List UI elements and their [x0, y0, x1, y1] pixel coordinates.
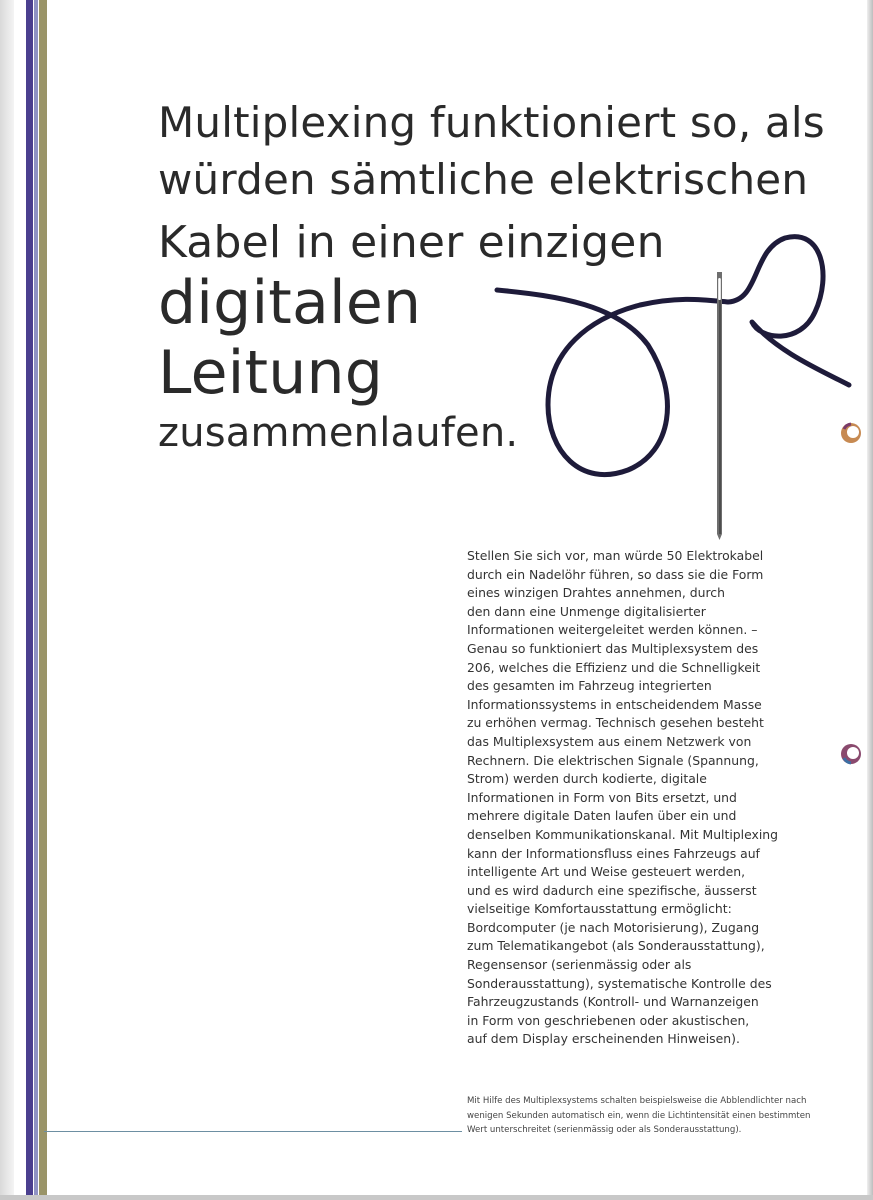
caption: Mit Hilfe des Multiplexsystems schalten beispielsweise die Abblendlichter nach wenigen Sekunden automatisch ein, wenn die Lichtintensität einen bestimmten Wert unterschreitet (serienmässig oder als Sonderausstattung). — [467, 1096, 811, 1135]
headline-line-1: Multiplexing funktioniert so, als — [158, 98, 825, 147]
headline-line-5: Leitung — [158, 338, 384, 408]
needle-icon — [717, 272, 722, 540]
footer-rule — [44, 1131, 462, 1132]
page-edge-bottom — [0, 1195, 873, 1200]
body-text: Stellen Sie sich vor, man würde 50 Elektrokabel durch ein Nadelöhr führen, so dass sie die Form eines winzigen Drahtes annehmen, durch den dann eine Unmenge digitalisierter Informationen weitergeleitet werden können. – Genau so funktioniert das Multiplexsystem des 206, welches die Effizienz und die Schnelligkeit des gesamten im Fahrzeug integrierten Informationssystems in entscheidendem Masse zu erhöhen vermag. Technisch gesehen besteht das Multiplexsystem aus einem Netzwerk von Rechnern. Die elektrischen Signale (Spannung, Strom) werden durch kodierte, digitale Informationen in Form von Bits ersetzt, und mehrere digitale Daten laufen über ein und denselben Kommunikationskanal. Mit Multiplexing kann der Informationsfluss eines Fahrzeugs auf intelligente Art und Weise gesteuert werden, und es wird dadurch eine spezifische, äusserst vielseitige Komfortausstattung ermöglicht: Bordcomputer (je nach Motorisierung), Zugang zum Telematikangebot (als Sonderausstattung), Regensensor (serienmässig oder als Sonderausstattung), systematische Kontrolle des Fahrzeugzustands (Kontroll- und Warnanzeigen in Form von geschriebenen oder akustischen, auf dem Display erscheinenden Hinweisen). — [467, 548, 778, 1047]
headline-line-3: Kabel in einer einzigen — [158, 217, 665, 268]
binder-hole-marker-icon — [838, 420, 864, 446]
headline-line-4: digitalen — [158, 268, 422, 338]
headline-line-2: würden sämtliche elektrischen — [158, 155, 809, 204]
headline-line-6: zusammenlaufen. — [158, 410, 519, 456]
wire-icon — [497, 237, 849, 475]
binder-hole-marker-icon — [838, 741, 864, 767]
